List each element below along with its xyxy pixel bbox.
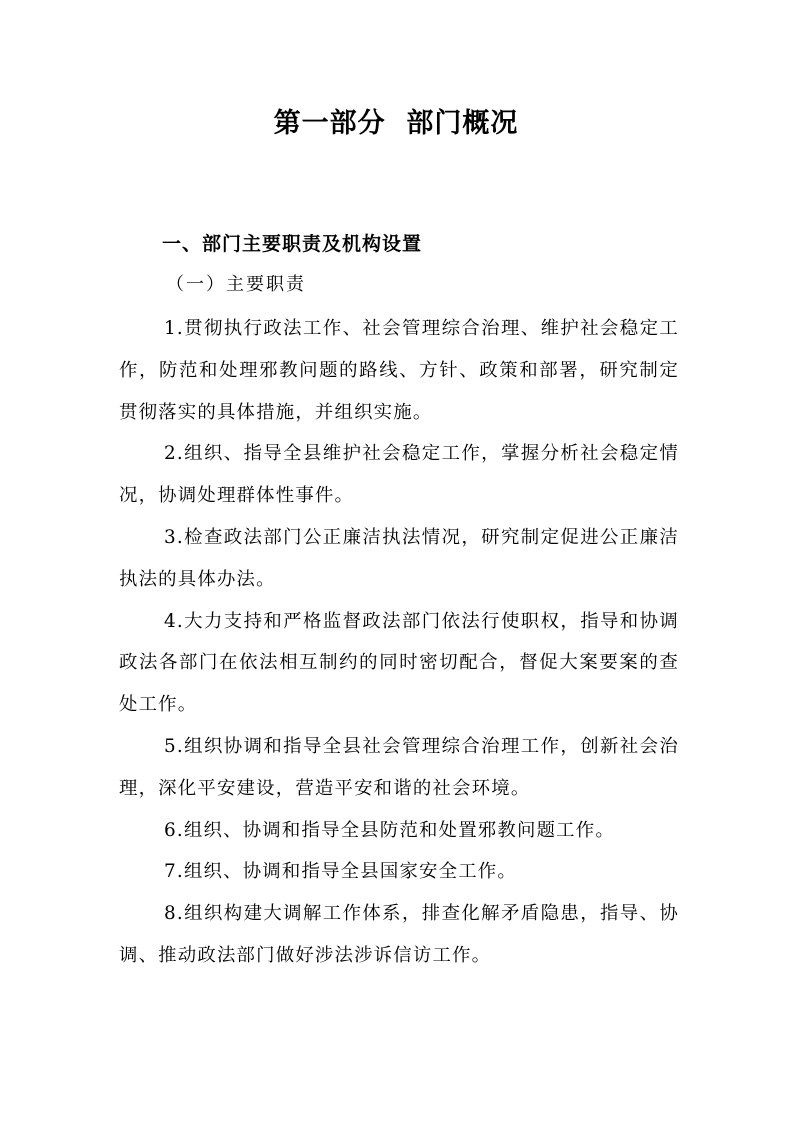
duty-item-5: 5.组织协调和指导全县社会管理综合治理工作，创新社会治理，深化平安建设，营造平安和谐的社会环境。 [119, 735, 679, 799]
duty-item-1: 1.贯彻执行政法工作、社会管理综合治理、维护社会稳定工作，防范和处理邪教问题的路线、方针、政策和部署，研究制定贯彻落实的具体措施，并组织实施。 [119, 318, 679, 423]
duty-item-2: 2.组织、指导全县维护社会稳定工作，掌握分析社会稳定情况，协调处理群体性事件。 [119, 443, 679, 507]
duty-item-7: 7.组织、协调和指导全县国家安全工作。 [164, 861, 517, 883]
duty-item-3: 3.检查政法部门公正廉洁执法情况，研究制定促进公正廉洁执法的具体办法。 [119, 526, 679, 590]
page-title: 第一部分 部门概况 [273, 108, 519, 139]
duties-list [119, 308, 679, 977]
section-heading: 一、部门主要职责及机构设置 [162, 233, 423, 255]
duty-item-4: 4.大力支持和严格监督政法部门依法行使职权，指导和协调政法各部门在依法相互制约的同时密切配合，督促大案要案的查处工作。 [119, 610, 679, 716]
duty-item-6: 6.组织、协调和指导全县防范和处置邪教问题工作。 [164, 819, 615, 841]
duty-item-8: 8.组织构建大调解工作体系，排查化解矛盾隐患，指导、协调、推动政法部门做好涉法涉诉信访工作。 [119, 903, 679, 966]
sub-heading: （一）主要职责 [166, 274, 306, 295]
